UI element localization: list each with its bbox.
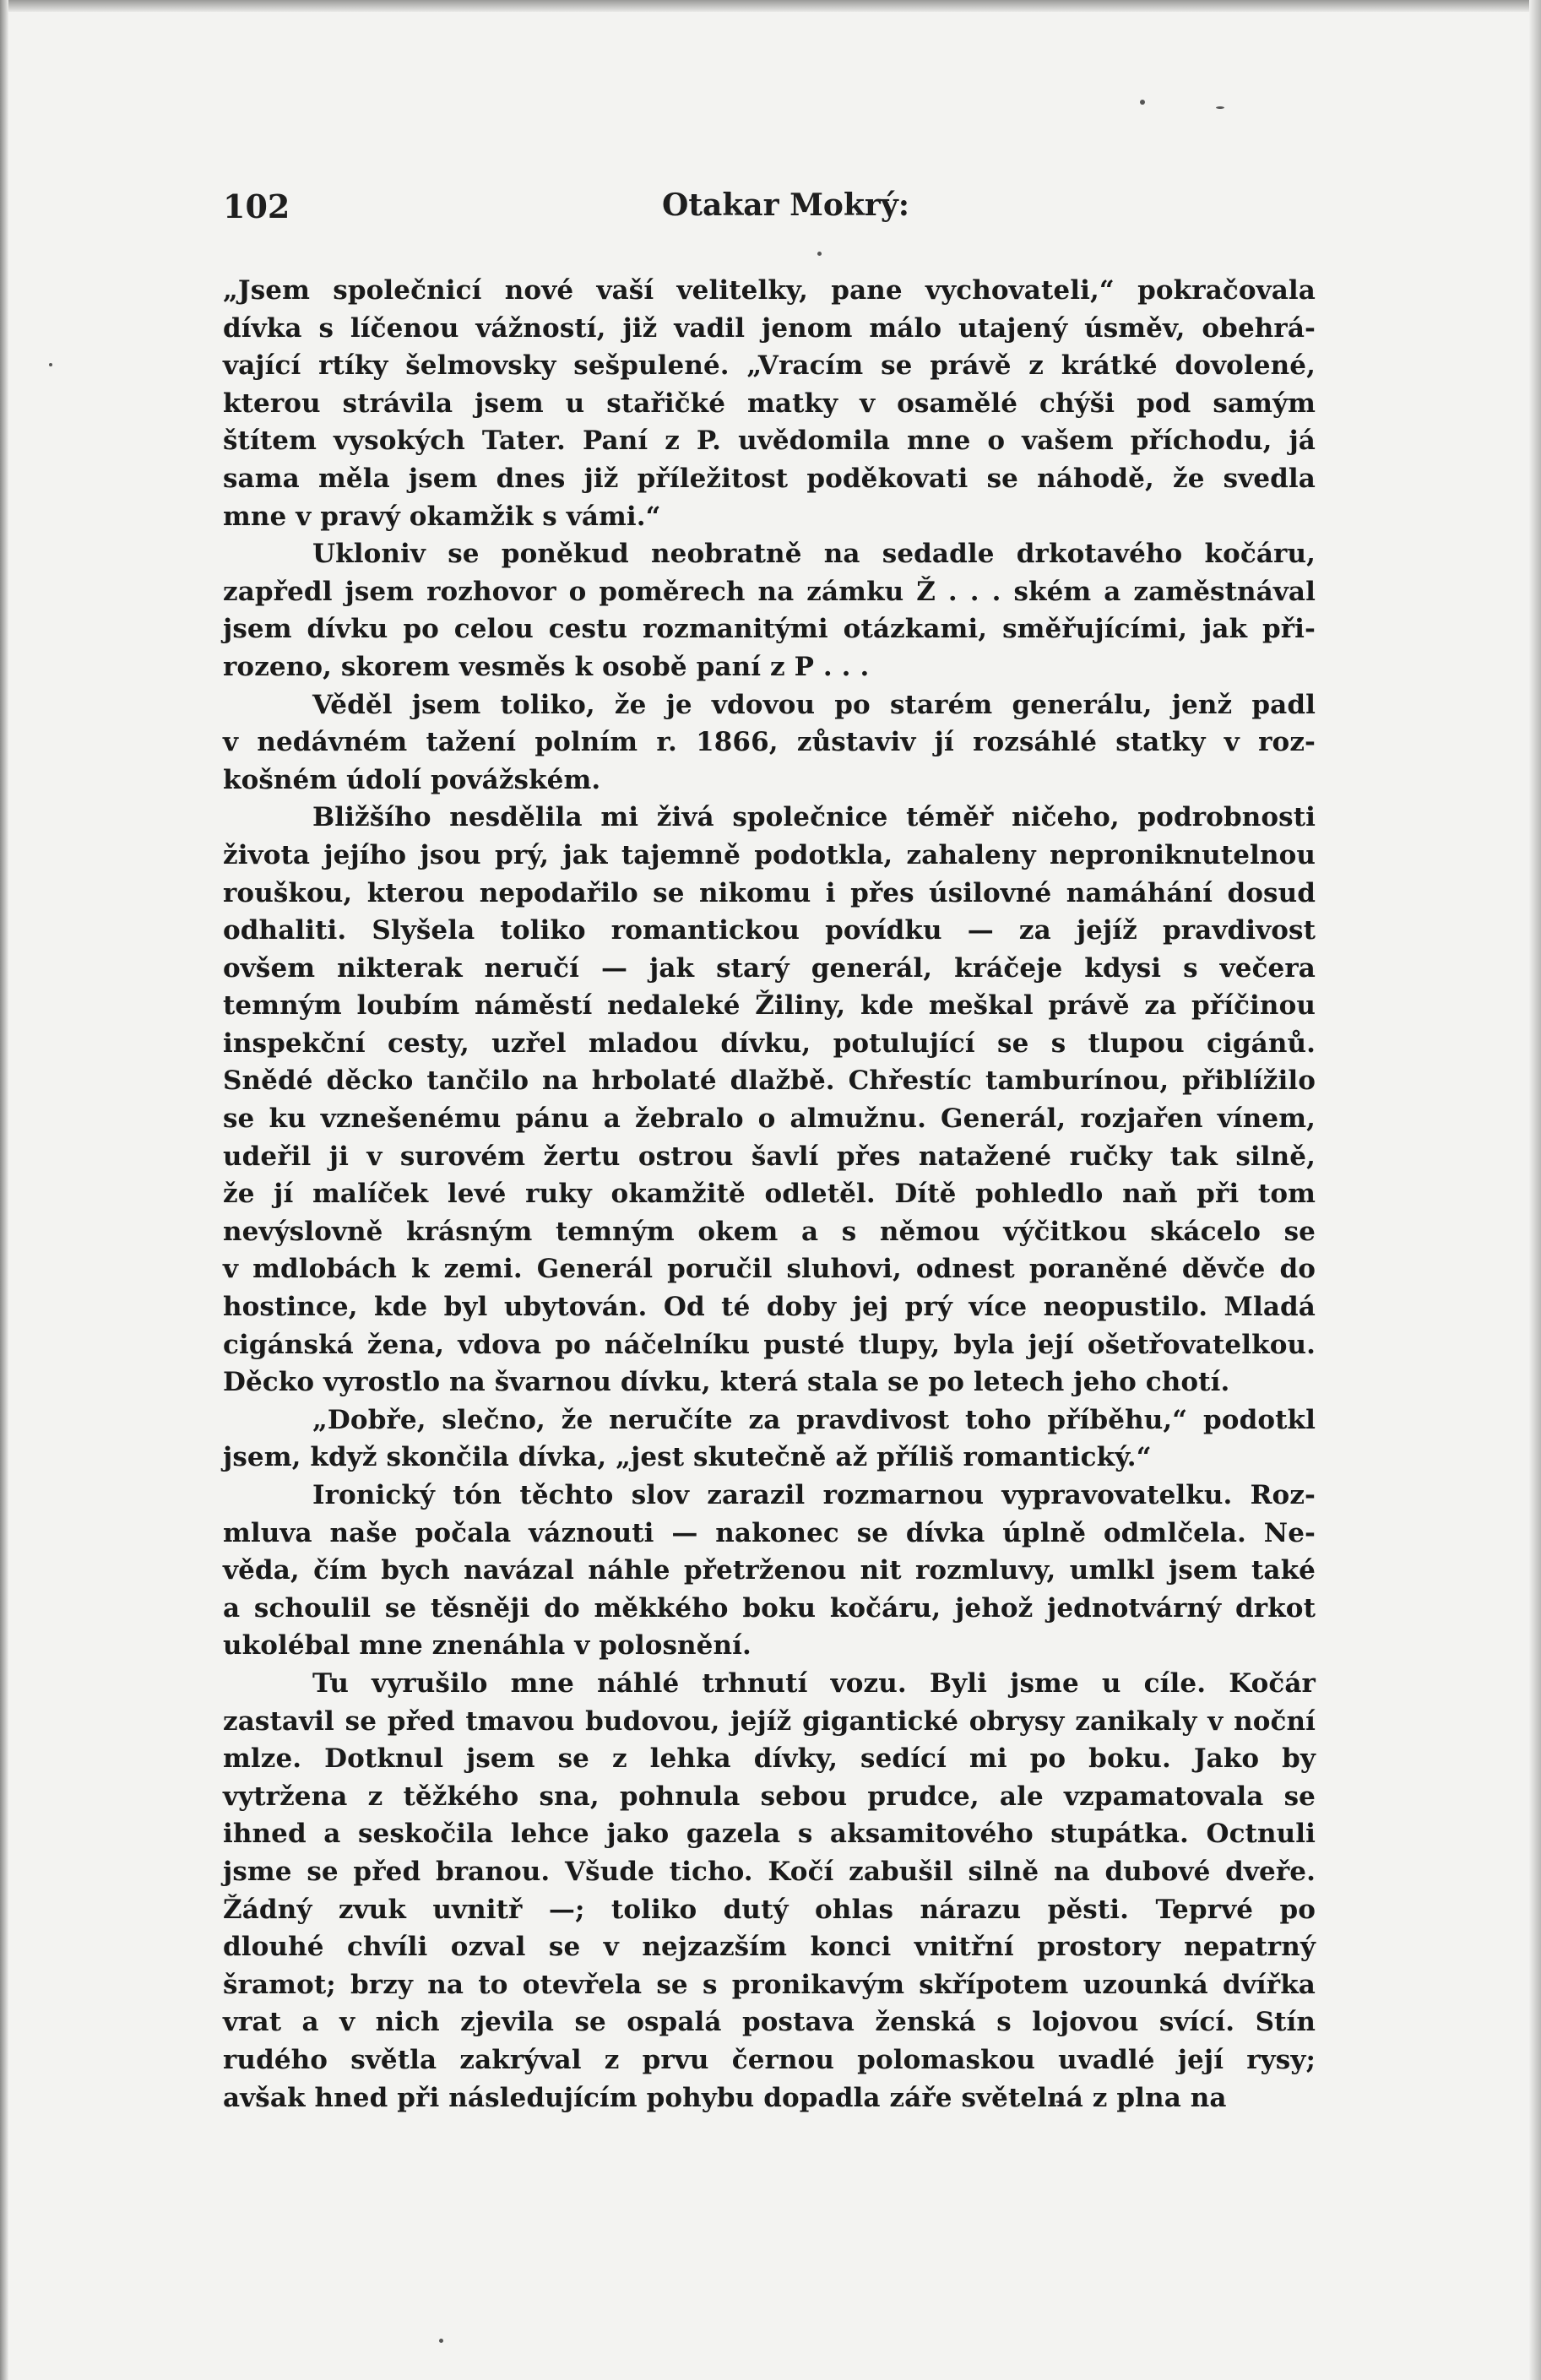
text-line: ihned a seskočila lehce jako gazela s aksamitového stupátka. Octnuli <box>223 1819 1316 1850</box>
text-line: vající rtíky šelmovsky sešpulené. „Vracím se právě z krátké dovolené, <box>223 350 1316 382</box>
text-line: inspekční cesty, uzřel mladou dívku, potulující se s tlupou cigánů. <box>223 1027 1316 1059</box>
text-line: mlze. Dotknul jsem se z lehka dívky, sedící mi po boku. Jako by <box>223 1743 1316 1775</box>
text-line: odhaliti. Slyšela toliko romantickou povídku — za jejíž pravdivost <box>223 915 1316 946</box>
text-line: Věděl jsem toliko, že je vdovou po starém generálu, jenž padl <box>312 689 1316 720</box>
text-line: vrat a v nich zjevila se ospalá postava ženská s lojovou svící. Stín <box>223 2007 1316 2038</box>
text-line: rouškou, kterou nepodařilo se nikomu i přes úsilovné namáhání dosud <box>223 877 1316 908</box>
text-line: jsme se před branou. Všude ticho. Kočí zabušil silně na dubové dveře. <box>223 1856 1316 1887</box>
text-line: nevýslovně krásným temným okem a s němou výčitkou skácelo se <box>223 1216 1316 1247</box>
text-line: Snědé děcko tančilo na hrbolaté dlažbě. Chřestíc tamburínou, přiblížilo <box>223 1065 1316 1097</box>
text-line: Děcko vyrostlo na švarnou dívku, která stala se po letech jeho chotí. <box>223 1367 1230 1398</box>
scan-speck <box>49 363 52 366</box>
text-line: temným loubím náměstí nedaleké Žiliny, kde meškal právě za příčinou <box>223 990 1316 1022</box>
text-line: kterou strávila jsem u stařičké matky v osamělé chýši pod samým <box>223 388 1316 419</box>
text-line: Bližšího nesdělila mi živá společnice téměř ničeho, podrobnosti <box>312 802 1316 833</box>
text-line: „Jsem společnicí nové vaší velitelky, pane vychovateli,“ pokračovala <box>223 275 1316 306</box>
text-line: věda, čím bych navázal náhle přetrženou nit rozmluvy, umlkl jsem také <box>223 1555 1316 1586</box>
text-line: hostince, kde byl ubytován. Od té doby jej prý více neopustilo. Mladá <box>223 1292 1316 1323</box>
text-line: se ku vznešenému pánu a žebralo o almužnu. Generál, rozjařen vínem, <box>223 1103 1316 1135</box>
text-line: avšak hned při následujícím pohybu dopadla záře světelná z plna na <box>223 2082 1227 2113</box>
text-line: Ukloniv se poněkud neobratně na sedadle drkotavého kočáru, <box>312 539 1316 570</box>
scan-edge-right <box>1529 0 1541 2380</box>
text-line: ukolébal mne znenáhla v polosnění. <box>223 1630 752 1662</box>
paragraph <box>223 799 1316 1401</box>
scan-speck <box>1140 100 1145 105</box>
text-line: jsem dívku po celou cestu rozmanitými otázkami, směřujícími, jak při- <box>223 614 1316 645</box>
text-line: v mdlobách k zemi. Generál poručil sluhovi, odnest poraněné děvče do <box>223 1254 1316 1285</box>
text-line: mluva naše počala váznouti — nakonec se dívka úplně odmlčela. Ne- <box>223 1517 1316 1548</box>
text-line: udeřil ji v surovém žertu ostrou šavlí přes natažené ručky tak silně, <box>223 1141 1316 1172</box>
text-line: mne v pravý okamžik s vámi.“ <box>223 501 661 532</box>
text-line: zastavil se před tmavou budovou, jejíž gigantické obrysy zanikaly v noční <box>223 1705 1316 1737</box>
text-line: rudého světla zakrýval z prvu černou polomaskou uvadlé její rysy; <box>223 2044 1316 2075</box>
text-line: života jejího jsou prý, jak tajemně podotkla, zahaleny neproniknutelnou <box>223 839 1316 870</box>
text-line: dlouhé chvíli ozval se v nejzazším konci vnitřní prostory nepatrný <box>223 1932 1316 1963</box>
scan-speck <box>439 2339 443 2343</box>
text-line: vytržena z těžkého sna, pohnula sebou prudce, ale vzpamatovala se <box>223 1781 1316 1812</box>
text-line: rozeno, skorem vesměs k osobě paní z P . . . <box>223 651 870 682</box>
page-number: 102 <box>223 187 290 225</box>
text-line: dívka s líčenou vážností, již vadil jenom málo utajený úsměv, obehrá- <box>223 312 1316 344</box>
text-line: štítem vysokých Tater. Paní z P. uvědomila mne o vašem příchodu, já <box>223 426 1316 457</box>
scan-edge-top <box>0 0 1541 12</box>
text-line: Žádný zvuk uvnitř —; toliko dutý ohlas nárazu pěsti. Teprvé po <box>223 1894 1316 1925</box>
body-text <box>223 272 1316 2117</box>
text-line: v nedávném tažení polním r. 1866, zůstaviv jí rozsáhlé statky v roz- <box>223 727 1316 758</box>
running-head: Otakar Mokrý: <box>662 187 910 223</box>
text-line: ovšem nikterak neručí — jak starý generál, kráčeje kdysi s večera <box>223 952 1316 984</box>
paragraph <box>223 535 1316 686</box>
text-line: sama měla jsem dnes již příležitost poděkovati se náhodě, že svedla <box>223 463 1316 494</box>
scan-speck <box>817 252 822 256</box>
paragraph <box>223 1401 1316 1477</box>
page-header <box>223 187 1316 238</box>
paragraph <box>223 686 1316 800</box>
text-line: „Dobře, slečno, že neručíte za pravdivost toho příběhu,“ podotkl <box>312 1404 1316 1435</box>
text-line: cigánská žena, vdova po náčelníku pusté tlupy, byla její ošetřovatelkou. <box>223 1329 1316 1360</box>
paragraph <box>223 272 1316 535</box>
text-line: Ironický tón těchto slov zarazil rozmarnou vypravovatelku. Roz- <box>312 1480 1316 1510</box>
text-line: že jí malíček levé ruky okamžitě odletěl. Dítě pohledlo naň při tom <box>223 1179 1316 1210</box>
paragraph <box>223 1477 1316 1665</box>
text-line: šramot; brzy na to otevřela se s pronikavým skřípotem uzounká dvířka <box>223 1969 1316 2000</box>
scan-edge-left <box>0 0 8 2380</box>
paragraph <box>223 1665 1316 2117</box>
text-line: jsem, když skončila dívka, „jest skutečně až příliš romantický.“ <box>223 1442 1152 1473</box>
scan-speck <box>1216 106 1224 109</box>
text-line: zapředl jsem rozhovor o poměrech na zámku Ž . . . ském a zaměstnával <box>223 576 1316 607</box>
text-line: Tu vyrušilo mne náhlé trhnutí vozu. Byli jsme u cíle. Kočár <box>312 1667 1316 1699</box>
text-line: košném údolí povážském. <box>223 764 601 795</box>
text-line: a schoulil se těsněji do měkkého boku kočáru, jehož jednotvárný drkot <box>223 1592 1316 1624</box>
